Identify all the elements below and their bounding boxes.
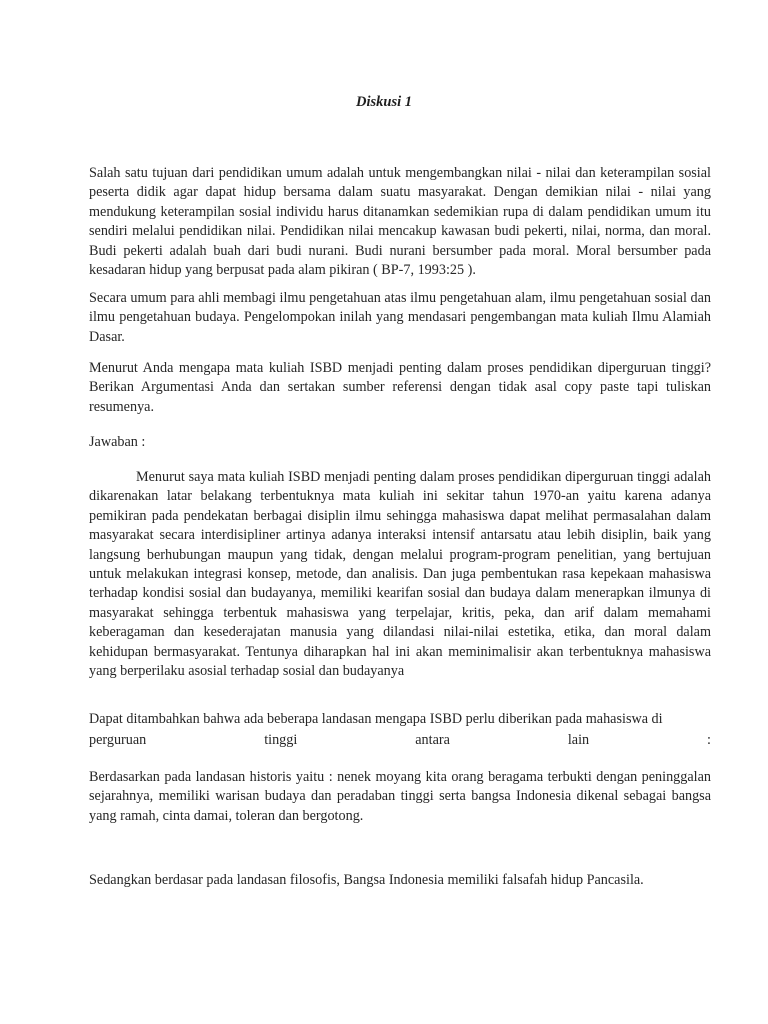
paragraph-historical-basis: Berdasarkan pada landasan historis yaitu : nenek moyang kita orang beragama terbukti dengan peninggalan sejarahnya, memiliki warisan budaya dan peradaban tinggi serta bangsa Indonesia dikenal sebagai bangsa yang ramah, cinta damai, toleran dan bergotong. — [89, 769, 711, 824]
paragraph-question: Menurut Anda mengapa mata kuliah ISBD menjadi penting dalam proses pendidikan diperguruan tinggi? Berikan Argumentasi Anda dan sertakan sumber referensi dengan tidak asal copy paste tapi tuliskan resumenya. — [89, 360, 711, 415]
paragraph-intro: Salah satu tujuan dari pendidikan umum adalah untuk mengembangkan nilai - nilai dan keterampilan sosial peserta didik agar dapat hidup bersama dalam suatu masyarakat. Dengan demikian nilai - nilai yang mendukung keterampilan sosial individu harus ditanamkan sedemikian rupa di dalam pendidikan umum itu sendiri melalui pendidikan nilai. Pendidikan nilai mencakup kawasan budi pekerti, nilai, norma, dan moral. Budi pekerti adalah buah dari budi nurani. Budi nurani bersumber pada moral. Moral bersumber pada kesadaran hidup yang berpusat pada alam pikiran ( BP-7, 1993:25 ). — [89, 165, 711, 279]
paragraph-knowledge-division: Secara umum para ahli membagi ilmu pengetahuan atas ilmu pengetahuan alam, ilmu pengetahuan sosial dan ilmu pengetahuan budaya. Pengelompokan inilah yang mendasari pengembangan mata kuliah Ilmu Alamiah Dasar. — [89, 290, 711, 345]
paragraph-philosophical-basis: Sedangkan berdasar pada landasan filosofis, Bangsa Indonesia memiliki falsafah hidup Pancasila. — [89, 872, 644, 888]
paragraph-foundations-line2: perguruan tinggi antara lain : — [89, 732, 711, 748]
paragraph-foundations-line1: Dapat ditambahkan bahwa ada beberapa landasan mengapa ISBD perlu diberikan pada mahasiswa di — [89, 711, 663, 727]
answer-label: Jawaban : — [89, 434, 146, 450]
paragraph-answer: Menurut saya mata kuliah ISBD menjadi penting dalam proses pendidikan diperguruan tinggi adalah dikarenakan latar belakang terbentuknya mata kuliah ini sekitar tahun 1970-an yaitu karena adanya pemikiran pada pendekatan berbagai disiplin ilmu sehingga mahasiswa dapat melihat permasalahan dalam masyarakat secara interdisipliner artinya adanya interaksi intensif antarsatu atau lebih disiplin, baik yang langsung berhubungan maupun yang tidak, dengan melalui program-program penelitian, yang bertujuan untuk melakukan integrasi konsep, metode, dan analisis. Dan juga pembentukan rasa kepekaan mahasiswa terhadap kondisi sosial dan budayanya, memiliki kearifan sosial dan budaya dalam menerapkan ilmunya di masyarakat sehingga terbentuk mahasiswa yang terpelajar, kritis, peka, dan arif dalam memahami keberagaman dan kesederajatan manusia yang dilandasi nilai-nilai estetika, etika, dan moral dalam kehidupan bermasyarakat. Tentunya diharapkan hal ini akan meminimalisir akan terbentuknya mahasiswa yang berperilaku asosial terhadap sosial dan budayanya — [89, 469, 711, 680]
document-title: Diskusi 1 — [355, 94, 412, 110]
